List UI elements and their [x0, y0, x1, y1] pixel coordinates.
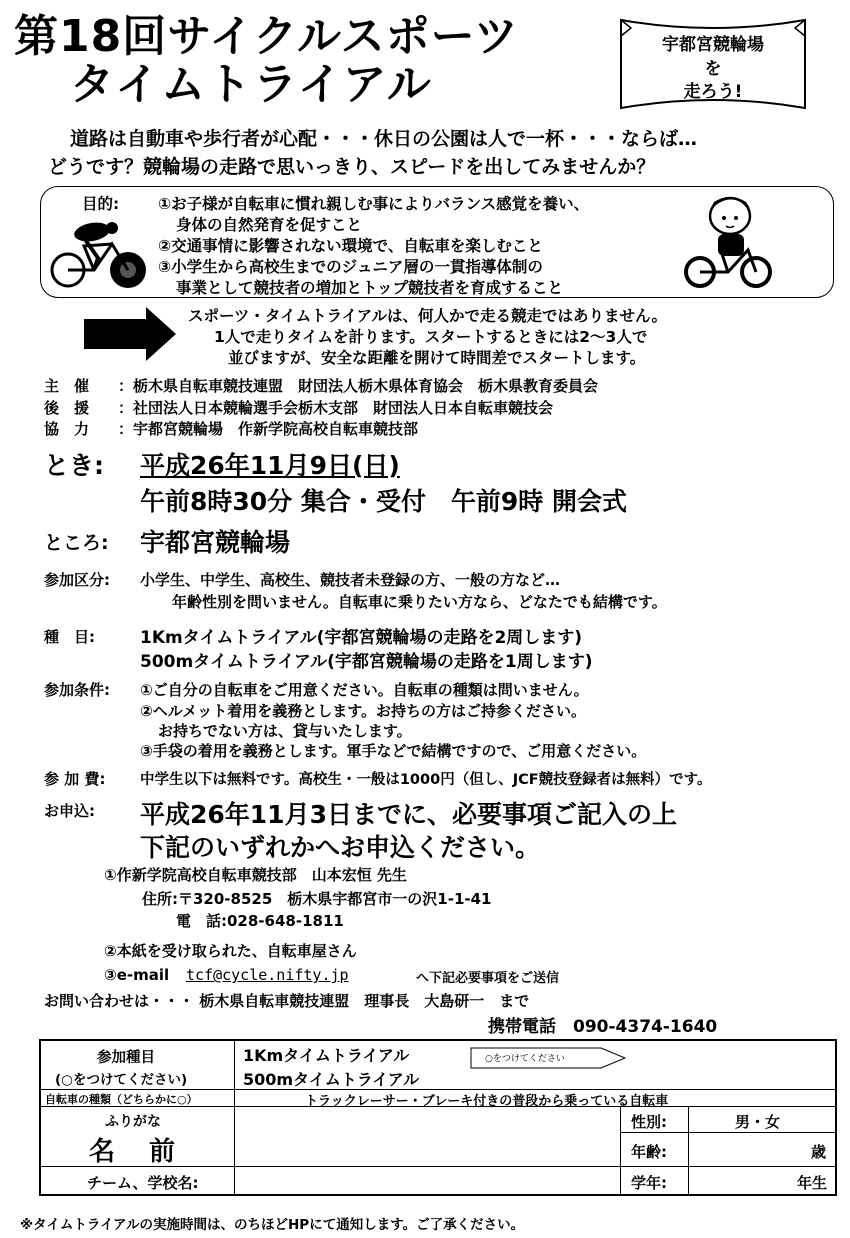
age-label: 年齢:: [631, 1143, 667, 1161]
event-time: 午前8時30分 集合・受付 午前9時 開会式: [140, 487, 627, 516]
apply-deadline: 平成26年11月3日までに、必要事項ご記入の上: [140, 800, 677, 829]
purpose-item: ③小学生から高校生までのジュニア層の一貫指導体制の: [158, 258, 543, 276]
where-label: ところ:: [44, 532, 109, 554]
organizer-value: ：栃木県自転車競技連盟 財団法人栃木県体育協会 栃木県教育委員会: [118, 377, 599, 395]
grade-unit: 年生: [797, 1174, 828, 1192]
sponsor-label: 後 援: [44, 399, 90, 417]
event-date: 平成26年11月9日(日): [140, 451, 400, 480]
venue: 宇都宮競輪場: [140, 528, 291, 557]
notice-line: スポーツ・タイムトライアルは、何人かで走る競走ではありません。: [188, 307, 667, 325]
event-item: 500mタイムトライアル(宇都宮競輪場の走路を1周します): [140, 652, 593, 672]
name-label: 名 前: [89, 1137, 180, 1167]
banner-line2: を: [704, 59, 722, 79]
event-option-1km[interactable]: 1Kmタイムトライアル: [243, 1046, 410, 1065]
intro-line1: 道路は自動車や歩行者が心配・・・休日の公園は人で一杯・・・ならば…: [70, 128, 698, 150]
kid-cyclist-icon: [682, 188, 774, 292]
category-line2: 年齢性別を問いません。自転車に乗りたい方なら、どなたでも結構です。: [172, 593, 667, 611]
cooperation-label: 協 力: [44, 420, 90, 438]
event-label: 参加種目: [97, 1050, 155, 1066]
furigana-label: ふりがな: [105, 1114, 161, 1130]
contact-3-suffix: へ下記必要事項をご送信: [416, 971, 560, 986]
contact-phone: 電 話:028-648-1811: [176, 912, 344, 930]
cooperation-value: ：宇都宮競輪場 作新学院高校自転車競技部: [118, 420, 419, 438]
purpose-label: 目的:: [82, 195, 120, 213]
contact-1: ①作新学院高校自転車競技部 山本宏恒 先生: [104, 866, 407, 884]
intro-line2: どうです？競輪場の走路で思いっきり、スピードを出してみませんか？: [48, 156, 656, 178]
right-arrow-icon: [84, 307, 178, 361]
conditions-label: 参加条件:: [44, 681, 110, 699]
events-label: 種 目:: [44, 628, 95, 646]
callout-text: ○をつけてください: [485, 1054, 565, 1064]
apply-label: お申込:: [44, 802, 95, 820]
gender-options[interactable]: 男・女: [735, 1113, 781, 1131]
category-line1: 小学生、中学生、高校生、競技者未登録の方、一般の方など…: [140, 571, 561, 589]
condition-item: ③手袋の着用を義務とします。軍手などで結構ですので、ご用意ください。: [140, 742, 647, 760]
banner-line3: 走ろう!: [683, 82, 743, 102]
contact-address: 住所:〒320-8525 栃木県宇都宮市一の沢1-1-41: [142, 890, 492, 908]
email-link[interactable]: tcf@cycle.nifty.jp: [186, 966, 349, 984]
age-unit: 歳: [811, 1143, 827, 1161]
banner: [617, 14, 809, 114]
purpose-item: 事業として競技者の増加とトップ競技者を育成すること: [176, 279, 564, 297]
sponsor-value: ：社団法人日本競輪選手会栃木支部 財団法人日本自転車競技会: [118, 399, 554, 417]
page-title-line1: 第18回サイクルスポーツ: [14, 11, 519, 62]
event-hint: (○をつけてください): [55, 1072, 188, 1088]
inquiry-line: お問い合わせは・・・ 栃木県自転車競技連盟 理事長 大島研一 まで: [44, 992, 530, 1010]
racing-cyclist-icon: [50, 214, 150, 290]
contact-3-prefix: ③e-mail: [104, 966, 170, 984]
footer-note: ※タイムトライアルの実施時間は、のちほどHPにて通知します。ご了承ください。: [20, 1217, 525, 1233]
condition-item: ②ヘルメット着用を義務とします。お持ちの方はご持参ください。: [140, 702, 587, 720]
when-label: とき:: [44, 451, 104, 480]
bike-options[interactable]: トラックレーサー・ブレーキ付きの普段から乗っている自転車: [305, 1094, 669, 1109]
purpose-item: ①お子様が自転車に慣れ親しむ事によりバランス感覚を養い、: [158, 195, 590, 213]
team-label: チーム、学校名:: [87, 1174, 199, 1192]
gender-label: 性別:: [631, 1113, 667, 1131]
fee-value: 中学生以下は無料です。高校生・一般は1000円（但し、JCF競技登録者は無料）です。: [140, 772, 712, 788]
purpose-item: ②交通事情に影響されない環境で、自転車を楽しむこと: [158, 237, 543, 255]
page-title-line2: タイムトライアル: [70, 59, 433, 110]
banner-line1: 宇都宮競輪場: [662, 35, 764, 55]
team-input-cell[interactable]: [235, 1167, 621, 1194]
grade-label: 学年:: [631, 1174, 667, 1192]
event-item: 1Kmタイムトライアル(宇都宮競輪場の走路を2周します): [140, 628, 583, 648]
name-input-cell[interactable]: [235, 1107, 621, 1167]
bike-label: 自転車の種類（どちらかに○）: [45, 1093, 198, 1106]
event-option-500m[interactable]: 500mタイムトライアル: [243, 1070, 420, 1089]
entry-form: [39, 1039, 837, 1196]
condition-item: ①ご自分の自転車をご用意ください。自転車の種類は問いません。: [140, 681, 589, 699]
apply-instruction: 下記のいずれかへお申込ください。: [140, 833, 541, 862]
organizer-label: 主 催: [44, 377, 90, 395]
fee-label: 参 加 費:: [44, 770, 106, 788]
notice-line: 並びますが、安全な距離を開けて時間差でスタートします。: [228, 349, 646, 367]
category-label: 参加区分:: [44, 571, 110, 589]
contact-2: ②本紙を受け取られた、自転車屋さん: [104, 942, 357, 960]
inquiry-mobile: 携帯電話 090-4374-1640: [488, 1017, 718, 1037]
condition-item: お持ちでない方は、貸与いたします。: [158, 722, 412, 740]
notice-line: 1人で走りタイムを計ります。スタートするときには2～3人で: [214, 328, 648, 346]
purpose-item: 身体の自然発育を促すこと: [176, 216, 363, 234]
